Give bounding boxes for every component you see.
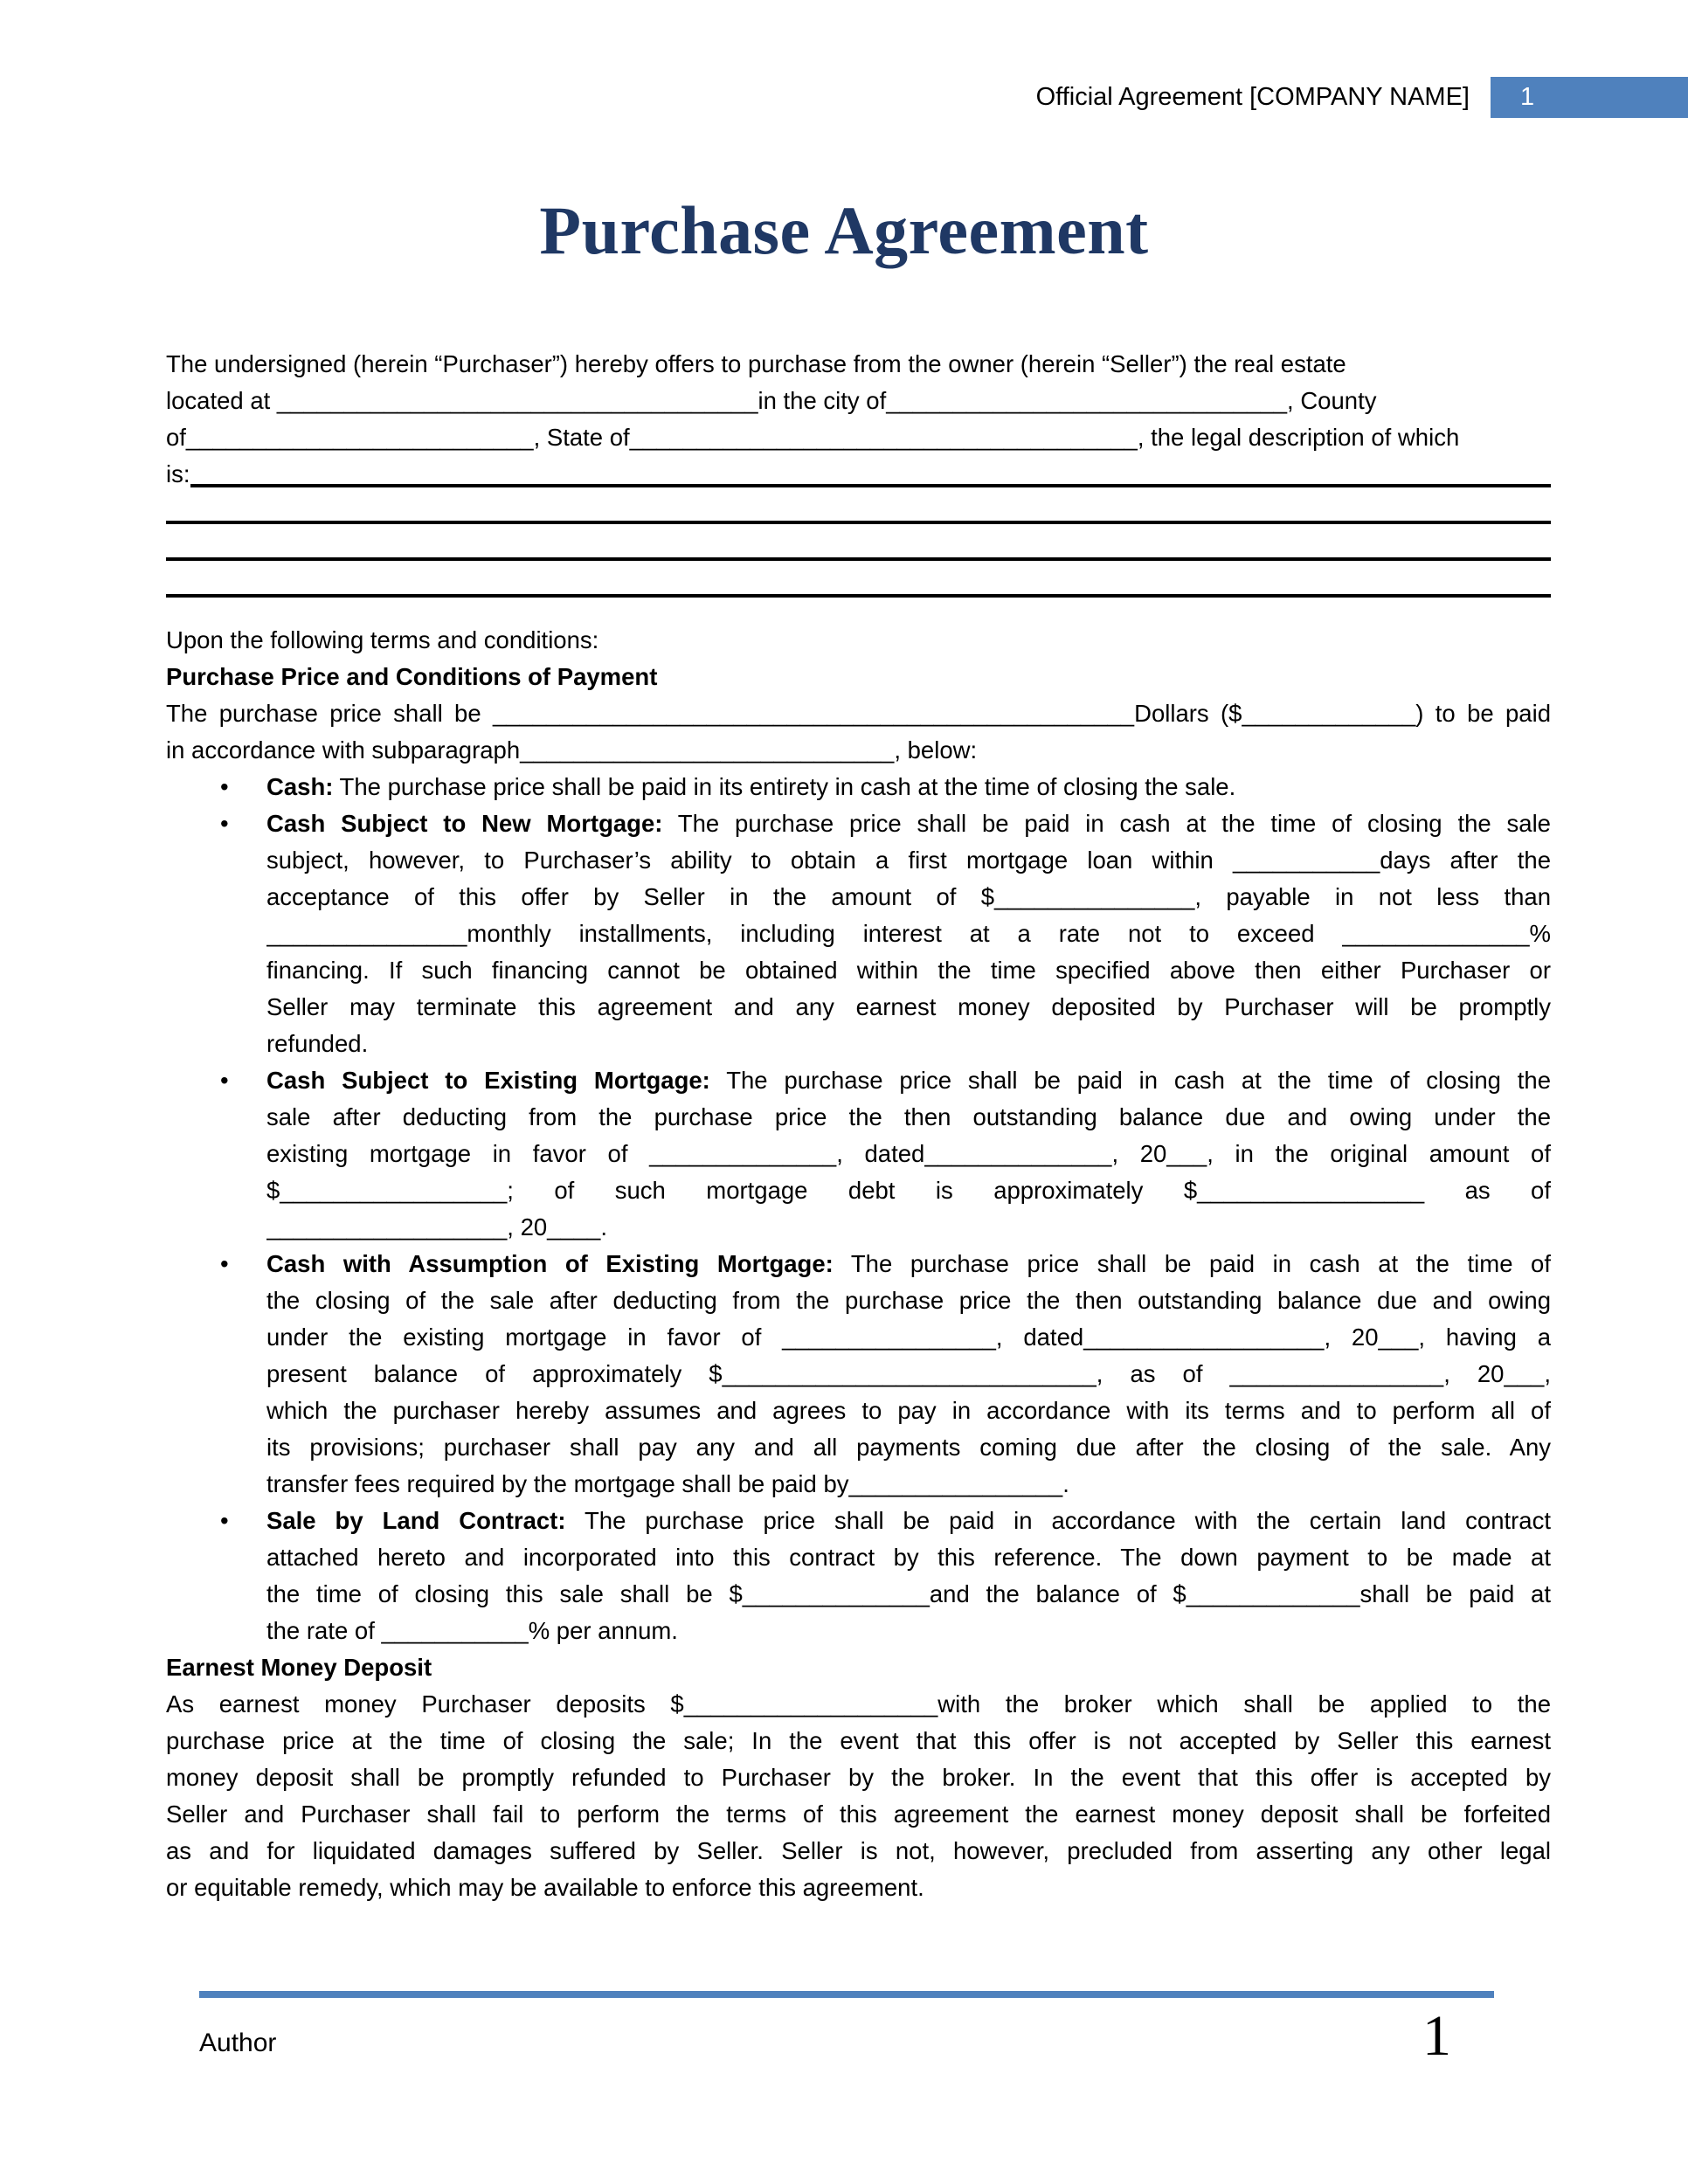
paragraph-line	[166, 695, 1551, 732]
paragraph-line	[266, 842, 1551, 879]
bullet-item	[166, 1062, 1551, 1246]
write-in-line	[166, 529, 1551, 566]
line-text: is:	[166, 460, 190, 487]
line-text: The undersigned (herein “Purchaser”) hereby offers to purchase from the owner (herein “Seller”) the real estate	[166, 350, 1346, 377]
bullet-glyph: •	[220, 1067, 229, 1094]
line-text: located at ____________________________________in the city of______________________________, County	[166, 387, 1377, 414]
paragraph-line	[166, 1870, 1551, 1906]
line-text: purchase price at the time of closing the sale; In the event that this offer is not accepted by Seller this earnest	[166, 1727, 1551, 1754]
write-in-line	[166, 566, 1551, 603]
line-text: The purchase price shall be paid in cash at the time of closing the sale	[662, 810, 1551, 837]
bullet-glyph: •	[220, 773, 229, 800]
line-text: refunded.	[266, 1030, 369, 1057]
bullet-glyph: •	[220, 810, 229, 837]
line-text: The purchase price shall be paid in accordance with the certain land contract	[565, 1507, 1551, 1534]
paragraph-line	[266, 1062, 1551, 1099]
header-title: Official Agreement [COMPANY NAME]	[1035, 83, 1470, 111]
bullet-lead: Cash with Assumption of Existing Mortgage:	[266, 1250, 834, 1277]
line-text: or equitable remedy, which may be available to enforce this agreement.	[166, 1874, 924, 1901]
paragraph-line	[266, 1576, 1551, 1613]
line-text: sale after deducting from the purchase price the then outstanding balance due and owing under the	[266, 1103, 1551, 1130]
write-in-blank	[166, 493, 1551, 524]
paragraph-line	[266, 1393, 1551, 1429]
paragraph-line	[166, 456, 1551, 493]
paragraph-line	[266, 1209, 1551, 1246]
line-text: in accordance with subparagraph____________________________, below:	[166, 736, 978, 764]
paragraph-line	[266, 952, 1551, 989]
bullet-item	[166, 805, 1551, 1062]
paragraph-line	[266, 1172, 1551, 1209]
write-in-blank	[190, 456, 1552, 487]
line-text: the closing of the sale after deducting from the purchase price the then outstanding balance due and owing	[266, 1287, 1551, 1314]
document-title: Purchase Agreement	[539, 192, 1149, 268]
paragraph-line	[266, 1026, 1551, 1062]
write-in-blank	[166, 529, 1551, 561]
paragraph-line	[266, 1429, 1551, 1466]
bullet-item	[166, 769, 1551, 805]
write-in-line	[166, 493, 1551, 529]
line-text: under the existing mortgage in favor of ________________, dated__________________, 20___, having a	[266, 1324, 1551, 1351]
write-in-blank	[166, 566, 1551, 598]
line-text: The purchase price shall be ________________________________________________Dollars ($_____________) to be paid	[166, 700, 1551, 727]
line-text: of__________________________, State of______________________________________, the legal description of which	[166, 424, 1460, 451]
document-body	[166, 346, 1551, 1906]
paragraph-line	[166, 1759, 1551, 1796]
paragraph-line	[166, 1796, 1551, 1833]
paragraph-line	[266, 1319, 1551, 1356]
line-text: Upon the following terms and conditions:	[166, 626, 599, 653]
header-page-number-box	[1491, 77, 1688, 118]
paragraph-line	[166, 1686, 1551, 1723]
line-text: as and for liquidated damages suffered by Seller. Seller is not, however, precluded from asserting any other legal	[166, 1837, 1551, 1864]
bullet-list	[166, 769, 1551, 1649]
bullet-glyph: •	[220, 1250, 229, 1277]
line-text: The purchase price shall be paid in its entirety in cash at the time of closing the sale.	[333, 773, 1236, 800]
line-text: Seller and Purchaser shall fail to perform the terms of this agreement the earnest money deposit shall be forfeited	[166, 1800, 1551, 1828]
line-text: the time of closing this sale shall be $______________and the balance of $_____________shall be paid at	[266, 1580, 1551, 1607]
paragraph-line	[166, 383, 1551, 419]
line-text: the rate of ___________% per annum.	[266, 1617, 678, 1644]
paragraph-line	[266, 1503, 1551, 1539]
line-text: _______________monthly installments, including interest at a rate not to exceed ______________%	[266, 920, 1551, 947]
paragraph-line	[166, 346, 1551, 383]
footer-page-number: 1	[1422, 2004, 1451, 2068]
bullet-lead: Cash:	[266, 773, 334, 800]
paragraph-line	[266, 1356, 1551, 1393]
paragraph-line	[266, 879, 1551, 916]
header-page-number: 1	[1520, 83, 1535, 111]
paragraph-line	[266, 1466, 1551, 1503]
line-text: its provisions; purchaser shall pay any and all payments coming due after the closing of the sale. Any	[266, 1434, 1551, 1461]
paragraph-line	[266, 769, 1551, 805]
line-text: subject, however, to Purchaser’s ability to obtain a first mortgage loan within ___________days after the	[266, 847, 1551, 874]
paragraph-line	[166, 732, 1551, 769]
line-text: Seller may terminate this agreement and any earnest money deposited by Purchaser will be promptly	[266, 993, 1551, 1020]
line-text: As earnest money Purchaser deposits $___________________with the broker which shall be applied to the	[166, 1690, 1551, 1717]
line-text: transfer fees required by the mortgage shall be paid by________________.	[266, 1470, 1069, 1497]
paragraph-line	[266, 1099, 1551, 1136]
paragraph-line	[166, 419, 1551, 456]
bullet-item	[166, 1503, 1551, 1649]
line-text: acceptance of this offer by Seller in the amount of $_______________, payable in not less than	[266, 883, 1551, 910]
footer-rule	[199, 1991, 1494, 1998]
line-text: $_________________; of such mortgage debt is approximately $_________________ as of	[266, 1177, 1551, 1204]
paragraph-line	[166, 622, 1551, 659]
page-header	[0, 77, 1688, 118]
paragraph-line	[266, 1539, 1551, 1576]
paragraph-line	[266, 1282, 1551, 1319]
spacer	[166, 603, 1551, 622]
paragraph-line	[266, 805, 1551, 842]
bullet-lead: Cash Subject to New Mortgage:	[266, 810, 663, 837]
paragraph-line	[266, 916, 1551, 952]
line-text: financing. If such financing cannot be obtained within the time specified above then either Purchaser or	[266, 957, 1551, 984]
bullet-lead: Cash Subject to Existing Mortgage:	[266, 1067, 710, 1094]
line-text: attached hereto and incorporated into this contract by this reference. The down payment to be made at	[266, 1544, 1551, 1571]
paragraph-line	[266, 989, 1551, 1026]
line-text: The purchase price shall be paid in cash at the time of	[833, 1250, 1551, 1277]
line-text: which the purchaser hereby assumes and agrees to pay in accordance with its terms and to perform all of	[266, 1397, 1551, 1424]
paragraph-line	[266, 1246, 1551, 1282]
paragraph-line	[166, 1833, 1551, 1870]
line-text: present balance of approximately $____________________________, as of ________________, 20___,	[266, 1360, 1551, 1387]
line-text: The purchase price shall be paid in cash at the time of closing the	[709, 1067, 1551, 1094]
bullet-glyph: •	[220, 1507, 229, 1534]
paragraph-line	[166, 1723, 1551, 1759]
section-heading: Purchase Price and Conditions of Payment	[166, 663, 658, 690]
line-text: money deposit shall be promptly refunded to Purchaser by the broker. In the event that this offer is accepted by	[166, 1764, 1551, 1791]
paragraph-line	[266, 1613, 1551, 1649]
line-text: existing mortgage in favor of ______________, dated______________, 20___, in the original amount of	[266, 1140, 1551, 1167]
section-heading: Earnest Money Deposit	[166, 1654, 432, 1681]
footer-author: Author	[199, 2028, 277, 2057]
bullet-item	[166, 1246, 1551, 1503]
bullet-lead: Sale by Land Contract:	[266, 1507, 566, 1534]
paragraph-line	[266, 1136, 1551, 1172]
line-text: __________________, 20____.	[266, 1213, 607, 1241]
